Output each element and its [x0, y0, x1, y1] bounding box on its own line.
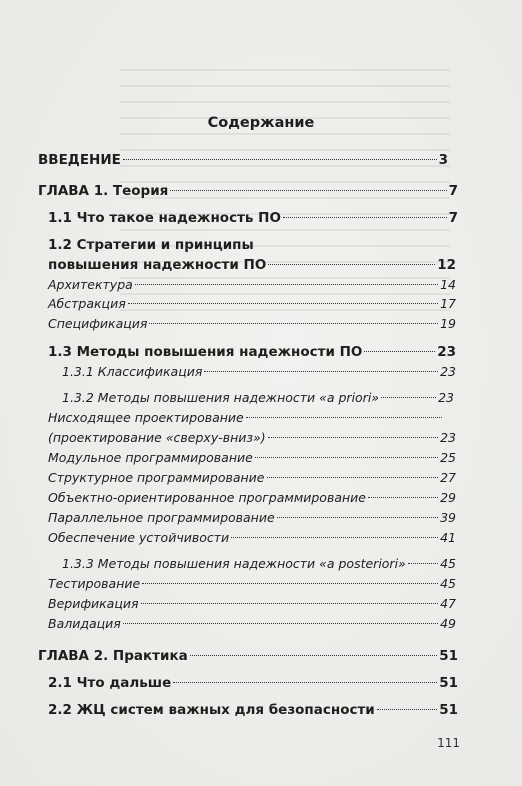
leader-dots — [128, 303, 438, 304]
leader-dots — [231, 537, 438, 538]
toc-entry[interactable]: 1.3 Методы повышения надежности ПО 23 — [48, 344, 456, 360]
toc-entry-line[interactable]: Нисходящее проектирование — [48, 408, 444, 428]
leader-dots — [364, 351, 435, 352]
toc-entry[interactable]: Абстракция 17 — [48, 296, 456, 311]
leader-dots — [190, 655, 437, 656]
toc-entry[interactable]: 2.1 Что дальше 51 — [48, 675, 458, 691]
toc-entry[interactable]: Верификация 47 — [48, 596, 456, 611]
toc-title: Содержание — [207, 115, 315, 131]
toc-entry[interactable]: ГЛАВА 2. Практика 51 — [38, 648, 458, 664]
toc-entry[interactable]: Тестирование 45 — [48, 576, 456, 591]
leader-dots — [141, 603, 439, 604]
leader-dots — [277, 517, 438, 518]
toc-entry[interactable]: ВВЕДЕНИЕ 3 — [38, 152, 448, 168]
toc-entry[interactable]: повышения надежности ПО 12 — [48, 257, 456, 273]
leader-dots — [204, 371, 438, 372]
toc-entry[interactable]: ГЛАВА 1. Теория 7 — [38, 183, 458, 199]
leader-dots — [408, 563, 438, 564]
leader-dots — [149, 323, 438, 324]
leader-dots — [170, 190, 446, 191]
leader-dots — [255, 457, 438, 458]
leader-dots — [268, 437, 438, 438]
toc-entry[interactable]: Модульное программирование 25 — [48, 450, 456, 465]
leader-dots — [283, 217, 447, 218]
toc-entry[interactable]: 1.3.1 Классификация 23 — [62, 364, 456, 379]
leader-dots — [268, 264, 435, 265]
page-number: 111 — [437, 736, 460, 750]
toc-entry[interactable]: Валидация 49 — [48, 616, 456, 631]
leader-dots — [142, 583, 438, 584]
toc-entry[interactable]: 1.3.2 Методы повышения надежности «a priori» 23 — [62, 390, 454, 405]
leader-dots — [123, 159, 437, 160]
leader-dots — [377, 709, 437, 710]
toc-entry-line[interactable]: 1.2 Стратегии и принципы — [48, 237, 254, 253]
toc-entry[interactable]: Спецификация 19 — [48, 316, 456, 331]
toc-entry[interactable]: Обеспечение устойчивости 41 — [48, 530, 456, 545]
toc-entry[interactable]: 1.1 Что такое надежность ПО 7 — [48, 210, 458, 226]
toc-entry[interactable]: Объектно-ориентированное программирование 29 — [48, 490, 456, 505]
leader-dots — [173, 682, 437, 683]
leader-dots — [368, 497, 438, 498]
toc-entry[interactable]: (проектирование «сверху-вниз») 23 — [48, 430, 456, 445]
toc-entry[interactable]: 2.2 ЖЦ систем важных для безопасности 51 — [48, 702, 458, 718]
leader-dots — [246, 417, 442, 418]
leader-dots — [123, 623, 438, 624]
toc-entry[interactable]: Параллельное программирование 39 — [48, 510, 456, 525]
leader-dots — [267, 477, 439, 478]
toc-entry[interactable]: Архитектура 14 — [48, 277, 456, 292]
leader-dots — [381, 397, 436, 398]
toc-entry[interactable]: Структурное программирование 27 — [48, 470, 456, 485]
leader-dots — [135, 284, 438, 285]
toc-entry[interactable]: 1.3.3 Методы повышения надежности «a posteriori» 45 — [62, 556, 456, 571]
